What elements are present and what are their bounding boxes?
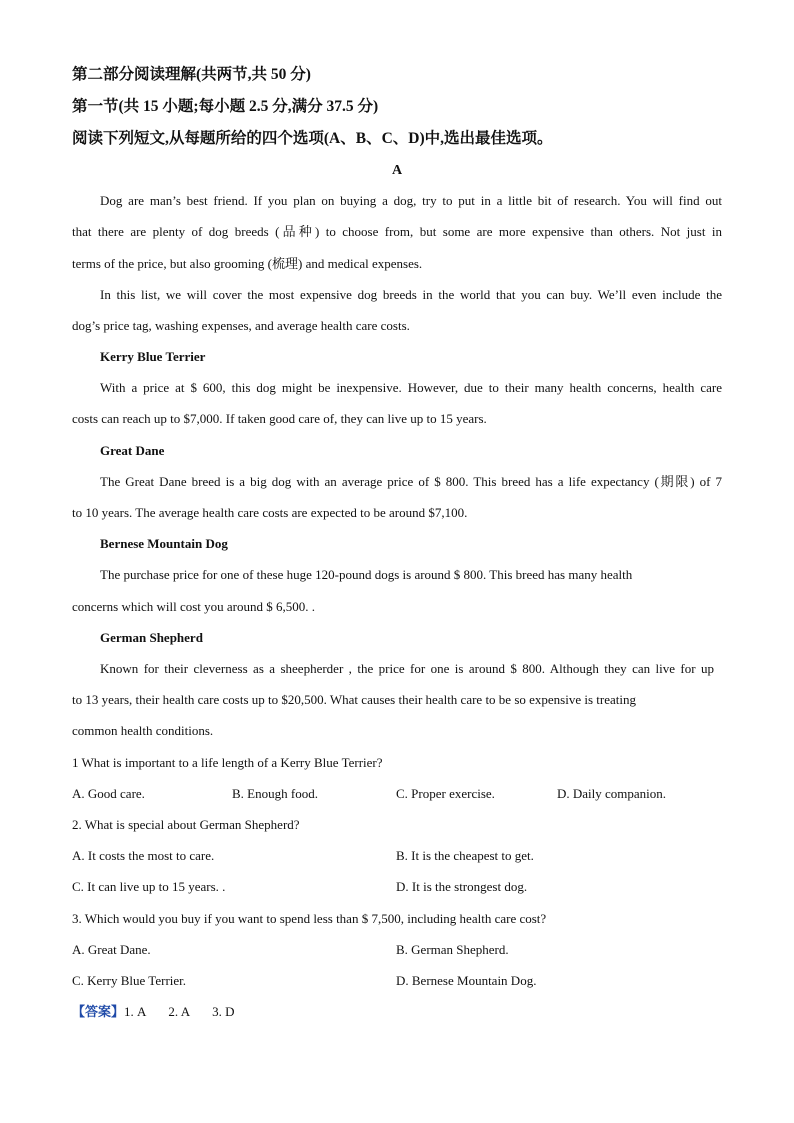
question-1-option-b: B. Enough food. (232, 786, 318, 801)
question-2-option-c: C. It can live up to 15 years. . (72, 879, 226, 894)
breed-heading-great-dane: Great Dane (100, 443, 165, 458)
breed-heading-kerry: Kerry Blue Terrier (100, 349, 206, 364)
part-heading: 第二部分阅读理解(共两节,共 50 分) (72, 66, 311, 83)
question-3-option-c: C. Kerry Blue Terrier. (72, 973, 187, 988)
para1-line-3: terms of the price, but also grooming (梳理) and medical expenses. (72, 256, 423, 271)
question-1-option-c: C. Proper exercise. (396, 786, 495, 801)
great-dane-line-1: The Great Dane breed is a big dog with an average price of $ 800. This breed has a life expectancy (期限) of 7 (100, 474, 722, 489)
shepherd-line-3: common health conditions. (72, 723, 214, 738)
answer-item-3: 3. D (212, 1004, 235, 1019)
shepherd-line-1: Known for their cleverness as a sheepherder , the price for one is around $ 800. Although they can live for up (100, 661, 714, 676)
breed-heading-german-shepherd: German Shepherd (100, 630, 203, 645)
question-1-stem: 1 What is important to a life length of a Kerry Blue Terrier? (72, 755, 383, 770)
para1-line-2: that there are plenty of dog breeds (品种) to choose from, but some are more expensive than others. Not just in (72, 224, 722, 239)
shepherd-line-2: to 13 years, their health care costs up to $20,500. What causes their health care to be so expensive is treating (72, 692, 636, 707)
answer-tag: 【答案】 (72, 1004, 125, 1019)
great-dane-line-2: to 10 years. The average health care costs are expected to be around $7,100. (72, 505, 468, 520)
instruction-text: 阅读下列短文,从每题所给的四个选项(A、B、C、D)中,选出最佳选项。 (72, 130, 553, 147)
question-3-option-a: A. Great Dane. (72, 942, 151, 957)
section-heading: 第一节(共 15 小题;每小题 2.5 分,满分 37.5 分) (72, 98, 379, 115)
answer-item-1: 1. A (124, 1004, 147, 1019)
answer-item-2: 2. A (168, 1004, 191, 1019)
question-3-option-b: B. German Shepherd. (396, 942, 509, 957)
question-3-stem: 3. Which would you buy if you want to spend less than $ 7,500, including health care cost? (72, 911, 547, 926)
bernese-line-2: concerns which will cost you around $ 6,500. . (72, 599, 315, 614)
question-2-option-b: B. It is the cheapest to get. (396, 848, 534, 863)
breed-heading-bernese: Bernese Mountain Dog (100, 536, 228, 551)
passage-letter: A (391, 163, 403, 178)
question-2-option-d: D. It is the strongest dog. (396, 879, 528, 894)
para2-line-1: In this list, we will cover the most expensive dog breeds in the world that you can buy. We’ll even include the (100, 287, 722, 302)
bernese-line-1: The purchase price for one of these huge 120-pound dogs is around $ 800. This breed has many health (100, 567, 633, 582)
question-1-option-d: D. Daily companion. (557, 786, 667, 801)
kerry-line-2: costs can reach up to $7,000. If taken good care of, they can live up to 15 years. (72, 411, 487, 426)
para2-line-2: dog’s price tag, washing expenses, and average health care costs. (72, 318, 410, 333)
kerry-line-1: With a price at $ 600, this dog might be inexpensive. However, due to their many health concerns, health care (100, 380, 722, 395)
question-3-option-d: D. Bernese Mountain Dog. (396, 973, 537, 988)
question-2-stem: 2. What is special about German Shepherd? (72, 817, 300, 832)
answer-line (72, 1003, 234, 1021)
para1-line-1: Dog are man’s best friend. If you plan on buying a dog, try to put in a little bit of research. You will find out (100, 193, 722, 208)
question-1-option-a: A. Good care. (72, 786, 145, 801)
question-2-option-a: A. It costs the most to care. (72, 848, 215, 863)
